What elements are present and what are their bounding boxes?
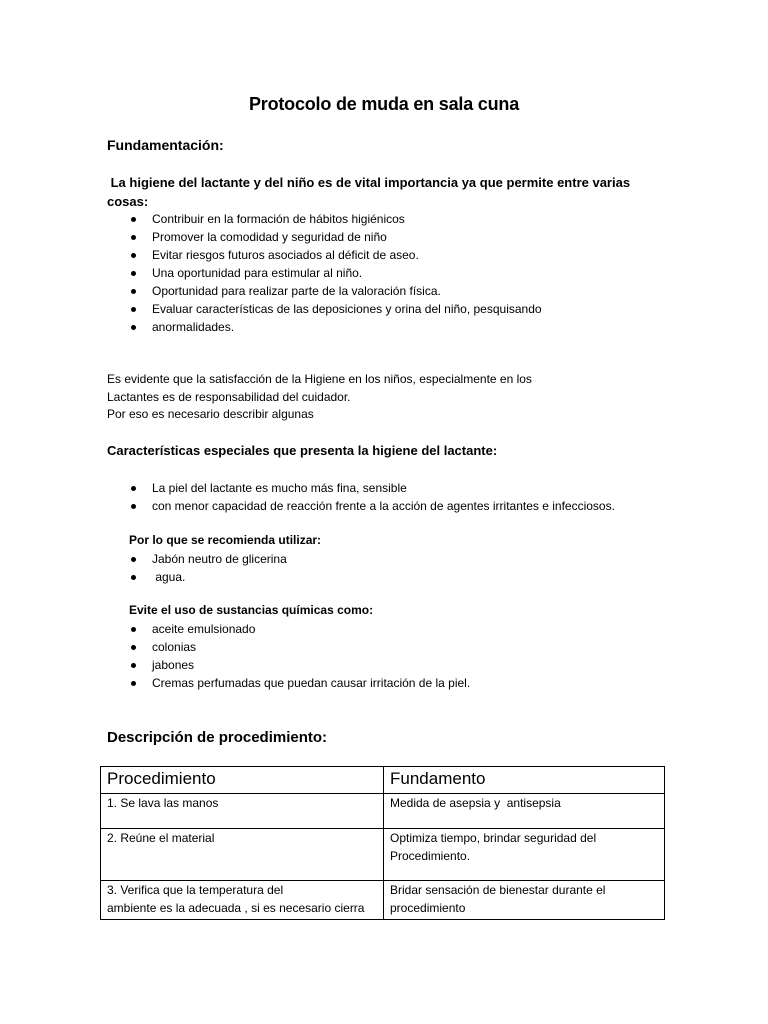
fundamentacion-intro (107, 173, 667, 211)
paragraph-line: Lactantes es de responsabilidad del cuidador. (107, 389, 351, 404)
list-item: jabones (129, 656, 470, 674)
intro-line: cosas: (107, 194, 149, 209)
paragraph-line: Es evidente que la satisfacción de la Higiene en los niños, especialmente en los (107, 372, 532, 386)
rationale-cell (384, 829, 665, 881)
list-item: anormalidades. (129, 318, 542, 336)
fundamentacion-heading: Fundamentación: (107, 137, 224, 153)
page-title: Protocolo de muda en sala cuna (248, 94, 520, 114)
rationale-cell (384, 794, 665, 829)
descripcion-heading: Descripción de procedimiento: (107, 729, 328, 746)
list-item: La piel del lactante es mucho más fina, sensible (129, 479, 615, 497)
cell-line: Procedimiento. (390, 848, 471, 863)
cell-line: ambiente es la adecuada , si es necesario cierra (107, 900, 365, 915)
list-item: colonias (129, 638, 470, 656)
cell-line: 3. Verifica que la temperatura del (107, 883, 284, 897)
list-item: con menor capacidad de reacción frente a la acción de agentes irritantes e infecciosos. (129, 497, 615, 515)
cell-line: Medida de asepsia y antisepsia (390, 796, 561, 810)
recomienda-list (129, 550, 287, 586)
recomienda-heading: Por lo que se recomienda utilizar: (129, 533, 322, 547)
list-item: Promover la comodidad y seguridad de niño (129, 228, 542, 246)
procedure-cell (101, 794, 384, 829)
intro-line: La higiene del lactante y del niño es de vital importancia ya que permite entre varias (107, 175, 631, 190)
fundamentacion-list (129, 210, 542, 336)
cell-line: Optimiza tiempo, brindar seguridad del (390, 831, 597, 845)
evite-heading: Evite el uso de sustancias químicas como: (129, 603, 374, 617)
procedure-cell (101, 881, 384, 920)
table-row (101, 881, 665, 920)
paragraph-line: Por eso es necesario describir algunas (107, 407, 314, 421)
procedure-cell (101, 829, 384, 881)
evite-list (129, 620, 470, 692)
cell-line: 2. Reúne el material (107, 831, 215, 845)
list-item: Una oportunidad para estimular al niño. (129, 264, 542, 282)
list-item: agua. (129, 568, 287, 586)
cell-line: Bridar sensación de bienestar durante el (390, 883, 606, 897)
table-row (101, 794, 665, 829)
caracteristicas-list (129, 479, 615, 515)
list-item: Evitar riesgos futuros asociados al déficit de aseo. (129, 246, 542, 264)
column-header-fundamento: Fundamento (384, 767, 665, 794)
list-item: Evaluar características de las deposiciones y orina del niño, pesquisando (129, 300, 542, 318)
caracteristicas-heading: Características especiales que presenta la higiene del lactante: (107, 443, 498, 458)
column-header-procedimiento: Procedimiento (101, 767, 384, 794)
cell-line: procedimiento (390, 900, 466, 915)
list-item: Cremas perfumadas que puedan causar irritación de la piel. (129, 674, 470, 692)
rationale-cell (384, 881, 665, 920)
procedure-table (100, 766, 665, 920)
list-item: aceite emulsionado (129, 620, 470, 638)
list-item: Jabón neutro de glicerina (129, 550, 287, 568)
cell-line: 1. Se lava las manos (107, 796, 219, 810)
table-header-row (101, 767, 665, 794)
table-row (101, 829, 665, 881)
list-item: Contribuir en la formación de hábitos higiénicos (129, 210, 542, 228)
list-item: Oportunidad para realizar parte de la valoración física. (129, 282, 542, 300)
evidente-paragraph (107, 371, 667, 424)
